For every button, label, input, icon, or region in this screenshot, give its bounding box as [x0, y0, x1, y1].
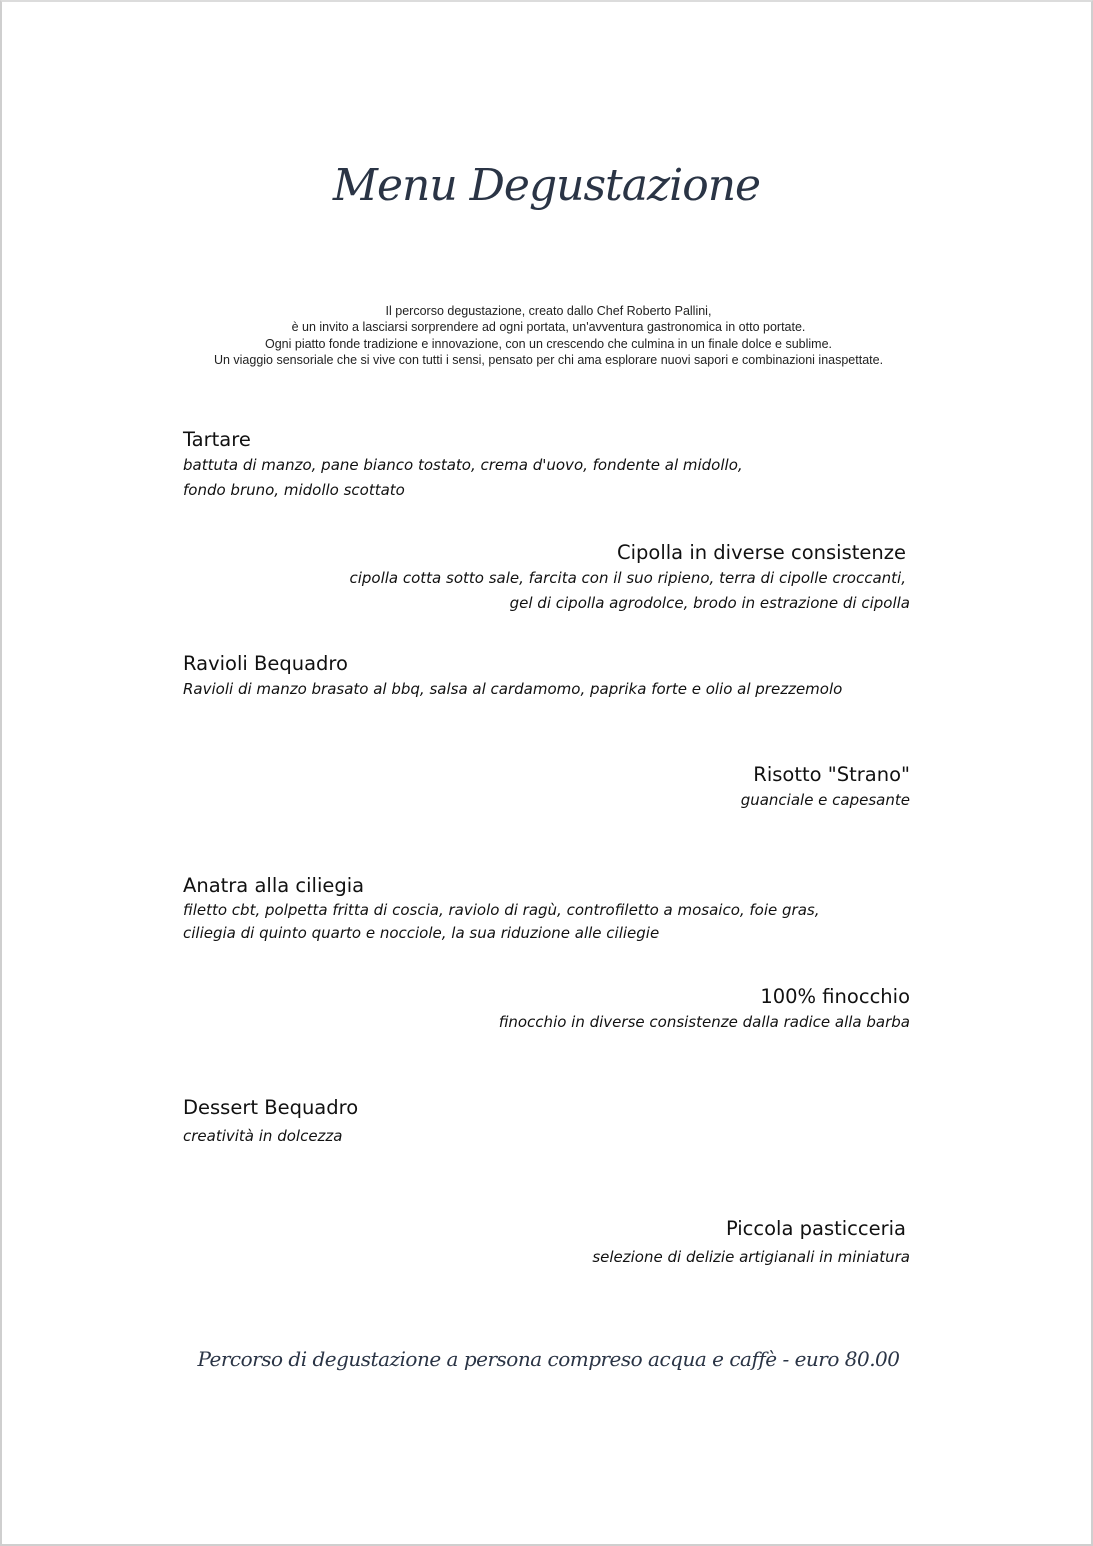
- dish-description-line: selezione di delizie artigianali in miniatura: [592, 1248, 910, 1266]
- dish-risotto: [741, 762, 910, 813]
- dish-name: Dessert Bequadro: [183, 1096, 359, 1119]
- dish-name: Tartare: [183, 428, 251, 451]
- dish-ravioli: [183, 651, 842, 702]
- dish-description-line: filetto cbt, polpetta fritta di coscia, raviolo di ragù, controfiletto a mosaico, foie gras,: [183, 901, 820, 919]
- intro-line: Il percorso degustazione, creato dallo Chef Roberto Pallini,: [385, 304, 712, 318]
- dish-name: Piccola pasticceria: [725, 1217, 906, 1240]
- dish-description-line: finocchio in diverse consistenze dalla radice alla barba: [498, 1013, 910, 1031]
- intro-line: è un invito a lasciarsi sorprendere ad ogni portata, un'avventura gastronomica in otto portate.: [291, 320, 806, 335]
- dish-description-line: Ravioli di manzo brasato al bbq, salsa al cardamomo, paprika forte e olio al prezzemolo: [183, 680, 843, 698]
- dish-description-line: guanciale e capesante: [740, 791, 910, 809]
- intro-line: Ogni piatto fonde tradizione e innovazione, con un crescendo che culmina in un finale dolce e sublime.: [264, 336, 833, 351]
- price-footer: Percorso di degustazione a persona compreso acqua e caffè - euro 80.00: [197, 1347, 900, 1371]
- dish-description-line: cipolla cotta sotto sale, farcita con il suo ripieno, terra di cipolle croccanti,: [349, 569, 906, 587]
- dish-name: Anatra alla ciliegia: [183, 874, 365, 897]
- intro-paragraph: [2, 303, 1093, 368]
- menu-title: Menu Degustazione: [332, 160, 761, 211]
- dish-cipolla: [349, 540, 910, 615]
- dish-description-line: battuta di manzo, pane bianco tostato, crema d'uovo, fondente al midollo,: [183, 456, 743, 474]
- dish-piccola-pasticceria: [592, 1216, 910, 1270]
- dish-description-line: gel di cipolla agrodolce, brodo in estrazione di cipolla: [509, 593, 910, 612]
- dish-finocchio: [499, 984, 910, 1035]
- intro-line: Un viaggio sensoriale che si vive con tutti i sensi, pensato per chi ama esplorare nuovi sapori e combinazioni inaspettate.: [213, 352, 884, 367]
- dish-name: Risotto "Strano": [753, 763, 910, 786]
- dish-name: Ravioli Bequadro: [183, 652, 348, 675]
- dish-description-line: creatività in dolcezza: [183, 1127, 343, 1145]
- dish-description-line: fondo bruno, midollo scottato: [183, 480, 405, 499]
- dish-tartare: [183, 427, 743, 502]
- dish-anatra: [183, 873, 820, 945]
- dish-description-line: ciliegia di quinto quarto e nocciole, la sua riduzione alle ciliegie: [183, 924, 660, 942]
- dish-name: 100% finocchio: [760, 985, 910, 1008]
- dish-name: Cipolla in diverse consistenze: [617, 541, 906, 564]
- dish-dessert: [183, 1095, 358, 1149]
